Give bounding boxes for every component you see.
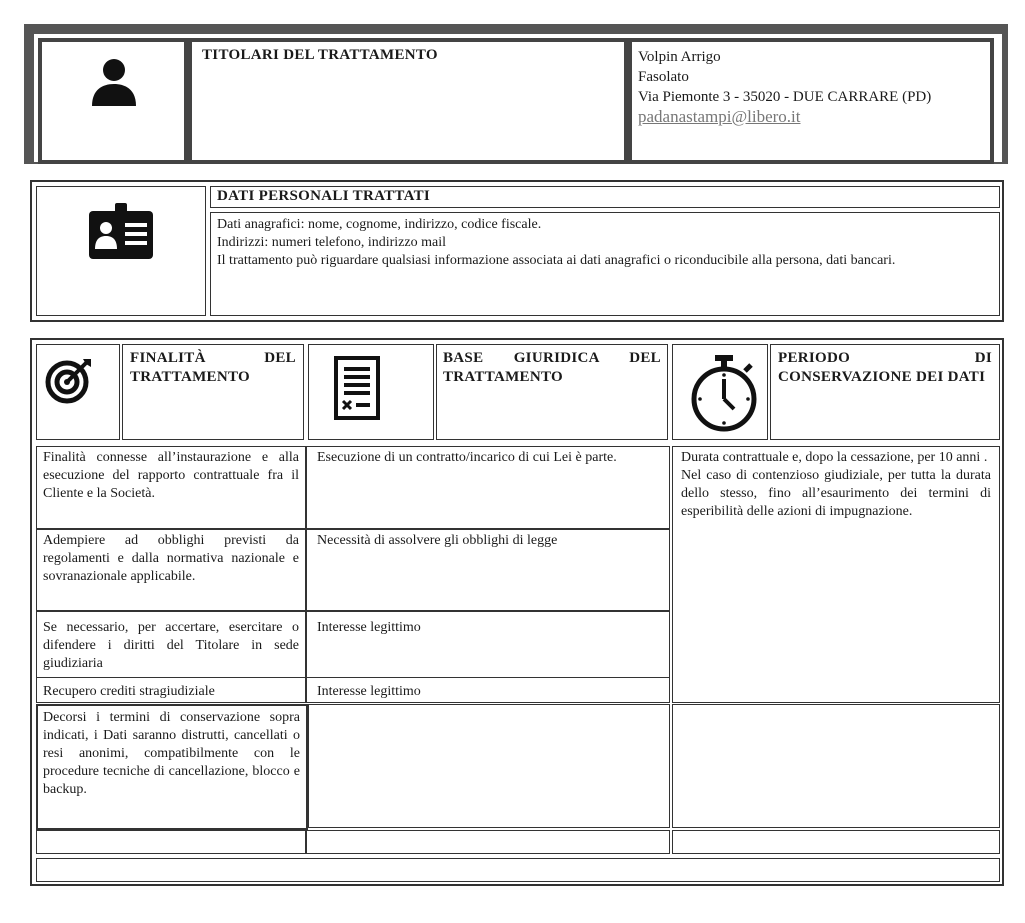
person-icon	[90, 56, 138, 108]
finalita-row-1: Finalità connesse all’instaurazione e alla esecuzione del rapporto contrattuale fra il Cliente e la Società.	[43, 450, 299, 501]
empty-cell	[672, 830, 1000, 854]
periodo-line-2: Nel caso di contenzioso giudiziale, per tutta la durata dello stesso, fino all’esaurimento dei termini di esperibilità delle azioni di impugnazione.	[681, 468, 991, 519]
dati-line-2: Indirizzi: numeri telefono, indirizzo mail	[217, 235, 446, 250]
base-row-1: Esecuzione di un contratto/incarico di cui Lei è parte.	[317, 450, 617, 465]
table-row	[306, 677, 670, 703]
finalita-title: FINALITÀ DEL TRATTAMENTO	[130, 350, 296, 385]
finalita-row-2: Adempiere ad obblighi previsti da regolamenti e dalla normativa nazionale e sovranazionale applicabile.	[43, 533, 299, 584]
target-icon	[45, 355, 95, 405]
periodo-header-cell	[770, 344, 1000, 440]
dati-line-1: Dati anagrafici: nome, cognome, indirizzo, codice fiscale.	[217, 217, 542, 232]
footer-empty-row	[36, 858, 1000, 882]
id-card-icon	[87, 203, 155, 261]
table-row	[306, 528, 670, 612]
periodo-title: PERIODO DI CONSERVAZIONE DEI DATI	[778, 350, 992, 385]
dati-title: DATI PERSONALI TRATTATI	[217, 188, 431, 204]
dati-icon-cell	[36, 186, 206, 316]
titolari-title: TITOLARI DEL TRATTAMENTO	[202, 47, 438, 63]
empty-cell	[36, 830, 306, 854]
base-row-3: Interesse legittimo	[317, 620, 421, 635]
table-row	[306, 446, 670, 530]
base-header-cell	[436, 344, 668, 440]
base-row-2: Necessità di assolvere gli obblighi di legge	[317, 533, 558, 548]
stopwatch-icon	[689, 353, 759, 435]
dati-title-cell	[210, 186, 1000, 208]
titolari-name: Volpin Arrigo	[638, 49, 721, 65]
finalita-icon-cell	[36, 344, 120, 440]
titolari-surname: Fasolato	[638, 69, 689, 85]
table-row	[36, 528, 306, 612]
base-icon-cell	[308, 344, 434, 440]
finalita-header-cell	[122, 344, 304, 440]
base-title: BASE GIURIDICA DEL TRATTAMENTO	[443, 350, 661, 385]
base-row-4: Interesse legittimo	[317, 684, 421, 699]
titolari-contact-cell	[628, 38, 994, 164]
dati-line-3: Il trattamento può riguardare qualsiasi informazione associata ai dati anagrafici o riconducibile alla persona, dati bancari.	[217, 253, 896, 268]
periodo-line-1: Durata contrattuale e, dopo la cessazione, per 10 anni .	[681, 450, 988, 465]
table-row	[36, 677, 306, 703]
finalita-row-3: Se necessario, per accertare, esercitare o difendere i diritti del Titolare in sede giudiziaria	[43, 620, 299, 671]
dati-text-cell	[210, 212, 1000, 316]
table-row	[306, 610, 670, 678]
titolari-title-cell	[188, 38, 628, 164]
empty-cell	[672, 704, 1000, 828]
table-row	[36, 610, 306, 678]
titolari-icon-cell	[38, 38, 188, 164]
empty-cell	[306, 830, 670, 854]
periodo-icon-cell	[672, 344, 768, 440]
decorsi-text: Decorsi i termini di conservazione sopra indicati, i Dati saranno distrutti, cancellati o resi anonimi, compatibilmente con le procedure tecniche di cancellazione, blocco e backup.	[43, 710, 300, 797]
empty-cell	[308, 704, 670, 828]
decorsi-cell	[36, 704, 308, 830]
document-icon	[333, 355, 381, 421]
titolari-address: Via Piemonte 3 - 35020 - DUE CARRARE (PD)	[638, 89, 932, 105]
periodo-cell	[672, 446, 1000, 703]
table-row	[36, 446, 306, 530]
finalita-row-4: Recupero crediti stragiudiziale	[43, 684, 215, 699]
titolari-email-link[interactable]: padanastampi@libero.it	[638, 107, 801, 126]
